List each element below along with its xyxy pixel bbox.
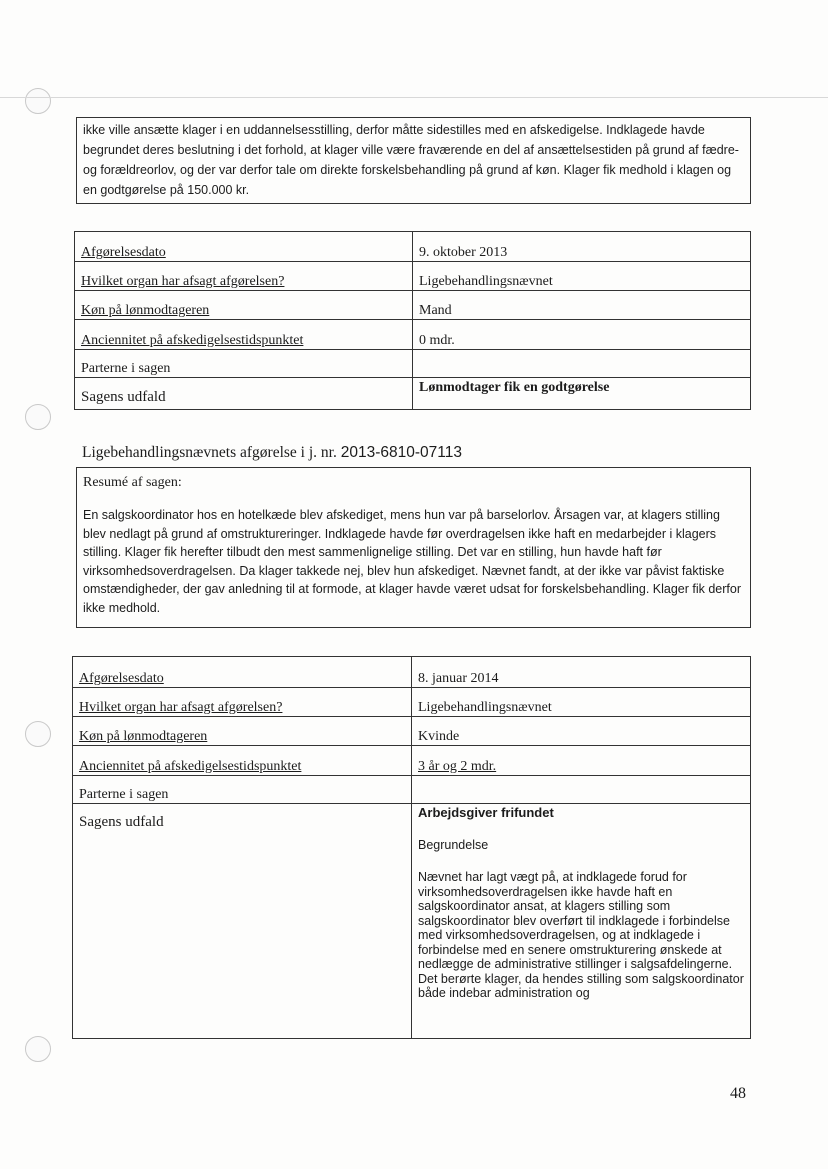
outcome-cell-2 [412,804,751,1039]
table-row [73,657,751,688]
previous-case-text: ikke ville ansætte klager i en uddannelsesstilling, derfor måtte sidestilles med en afskedigelse. Indklagede havde begrundet deres beslutning i det forhold, at klager ville være fraværende en del af ansættelsestiden på grund af fædre- og forældreorlov, og der var derfor tale om direkte forskelsbehandling på grund af køn. Klager fik medhold i klagen og en godtgørelse på 150.000 kr. [83,123,739,197]
case-heading-prefix: Ligebehandlingsnævnets afgørelse i j. nr. [82,444,341,461]
table-row [73,804,751,1039]
resume-text: En salgskoordinator hos en hotelkæde blev afskediget, mens hun var på barselorlov. Årsagen var, at klagers stilling blev nedlagt på grund af omstruktureringer. Indklagede havde før overdragelsen ikke haft en medarbejder i klagers stilling. Klager fik herefter tilbudt den mest sammenlignelige stilling. Det var en stilling, hun havde haft før virksomhedsoverdragelsen. Da klager takkede nej, blev hun afskediget. Nævnet fandt, at der ikke var påvist faktiske omstændigheder, der gav anledning til at formode, at klager havde været udsat for forskelsbehandling. Klager fik derfor ikke medhold. [83,508,742,615]
reasoning-text: Nævnet har lagt vægt på, at indklagede forud for virksomhedsoverdragelsen ikke havde haft en salgskoordinator ansat, at klagers stilling som salgskoordinator blev overført til indklagede i forbindelse med virksomhedsoverdragelsen, og at indklagede i forbindelse med en senere omstrukturering ønskede at nedlægge de administrative stillinger i salgsafdelingerne. Det berørte klager, da hendes stilling som salgskoordinator både indebar administration og [418,870,744,1000]
case-resume-box [76,467,751,628]
punch-hole-4 [25,1036,51,1062]
table-row [73,688,751,717]
case-number: 2013-6810-07113 [340,444,462,461]
label-parties: Parterne i sagen [75,350,413,378]
table-row [75,262,751,291]
previous-case-summary [76,117,751,204]
label-gender: Køn på lønmodtageren [75,291,413,320]
label-authority-2: Hvilket organ har afsagt afgørelsen? [73,688,412,717]
table-row [73,746,751,776]
value-outcome-2: Arbejdsgiver frifundet [418,805,554,820]
table-row [73,776,751,804]
case-info-table-1 [74,231,751,410]
value-gender: Mand [413,291,751,320]
page-number: 48 [730,1085,746,1102]
label-outcome-2: Sagens udfald [73,804,412,1039]
value-authority-2: Ligebehandlingsnævnet [412,688,751,717]
table-row [75,232,751,262]
table-row [73,717,751,746]
case-heading [82,444,462,462]
label-authority: Hvilket organ har afsagt afgørelsen? [75,262,413,291]
punch-hole-top [25,88,51,114]
value-parties-2 [412,776,751,804]
table-row [75,291,751,320]
value-gender-2: Kvinde [412,717,751,746]
label-outcome: Sagens udfald [75,378,413,410]
value-seniority-2: 3 år og 2 mdr. [412,746,751,776]
label-gender-2: Køn på lønmodtageren [73,717,412,746]
value-outcome: Lønmodtager fik en godtgørelse [413,378,751,410]
case-info-table-2 [72,656,751,1039]
value-parties [413,350,751,378]
value-decision-date: 9. oktober 2013 [413,232,751,262]
punch-hole-2 [25,404,51,430]
value-authority: Ligebehandlingsnævnet [413,262,751,291]
label-parties-2: Parterne i sagen [73,776,412,804]
table-row [75,350,751,378]
label-decision-date: Afgørelsesdato [75,232,413,262]
table-row [75,378,751,410]
punch-hole-3 [25,721,51,747]
table-row [75,320,751,350]
value-seniority: 0 mdr. [413,320,751,350]
reasoning-label: Begrundelse [418,838,489,852]
scan-line [0,97,828,98]
label-seniority: Anciennitet på afskedigelsestidspunktet [75,320,413,350]
label-seniority-2: Anciennitet på afskedigelsestidspunktet [73,746,412,776]
label-decision-date-2: Afgørelsesdato [73,657,412,688]
resume-label: Resumé af sagen: [83,475,182,490]
value-decision-date-2: 8. januar 2014 [412,657,751,688]
